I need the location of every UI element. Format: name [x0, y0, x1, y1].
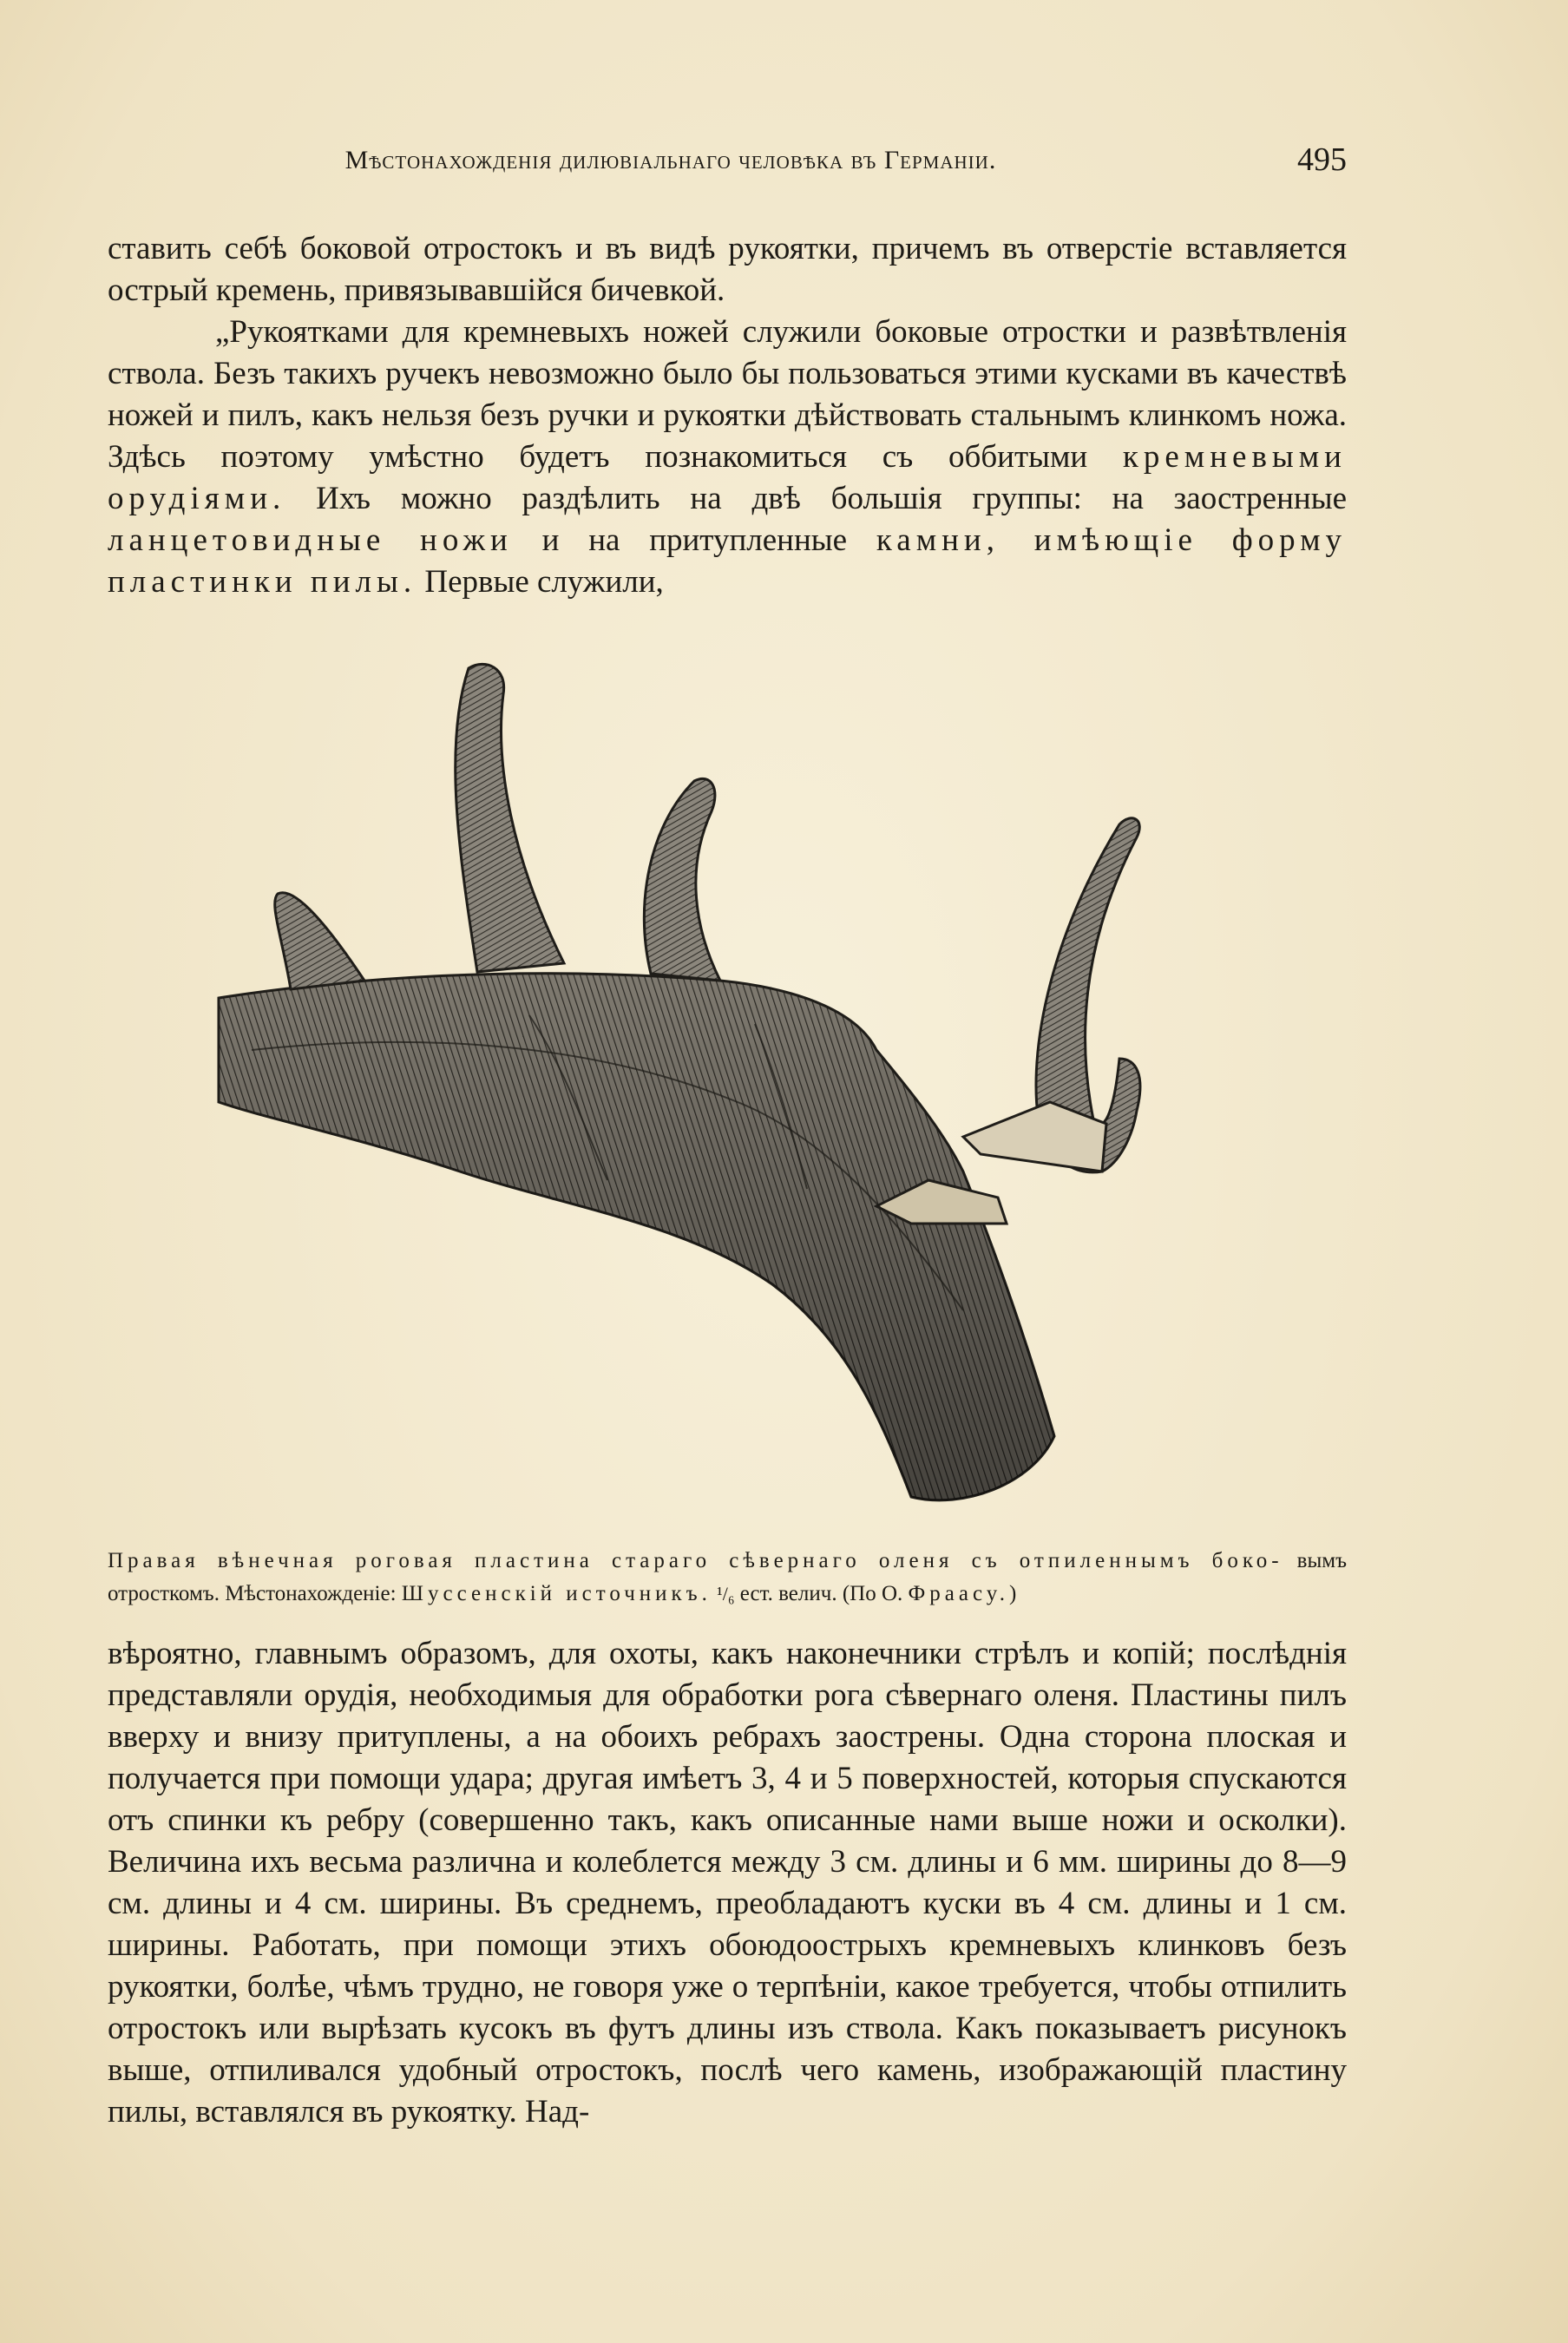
caption-spaced: Шуссенскій источникъ.: [401, 1582, 712, 1605]
spaced-text: кремневыми орудіями.: [108, 439, 1347, 516]
paragraph-quote: [108, 312, 1347, 603]
caption-fraction: ¹/₆: [717, 1583, 735, 1605]
caption-text: ест. велич. (По О.: [739, 1582, 903, 1605]
running-title: Мѣстонахожденія дилювіальнаго человѣка въ Германіи.: [344, 146, 997, 174]
bottom-text: [108, 1633, 1347, 2133]
caption-text: вымъ отросткомъ. Мѣстонахожденіе:: [108, 1549, 1348, 1605]
text-span: Ихъ можно раздѣлить на двѣ большія группы: на заостренные: [316, 481, 1347, 516]
page-number: 495: [1297, 141, 1347, 178]
text-line: вставляется острый кремень, привязывавшійся бичевкой.: [108, 231, 1348, 308]
caption-spaced: Правая вѣнечная роговая пластина стараго сѣвернаго оленя съ отпиленнымъ боко-: [108, 1549, 1283, 1572]
spaced-text: камни, имѣющіе форму пластинки пилы.: [108, 522, 1348, 600]
figure-caption: [108, 1545, 1347, 1611]
antler-engraving-icon: [200, 651, 1267, 1519]
paragraph-body: вѣроятно, главнымъ образомъ, для охоты, какъ наконечники стрѣлъ и копій; послѣднія представляли орудія, необходимыя для обработки рога сѣвернаго оленя. Пластины пилъ вверху и внизу притуплены, а на обоихъ ребрахъ заострены. Одна сторона плоская и получается при помощи удара; другая имѣетъ 3, 4 и 5 поверхностей, которыя спускаются отъ спинки къ ребру (совершенно такъ, какъ описанные нами выше ножи и осколки). Величина ихъ весьма различна и колеблется между 3 см. длины и 6 мм. ширины до 8—9 см. длины и 4 см. ширины. Въ среднемъ, преобладаютъ куски въ 4 см. длины и 1 см. ширины. Работать, при помощи этихъ обоюдоострыхъ кремневыхъ клинковъ безъ рукоятки, болѣе, чѣмъ трудно, не говоря уже о терпѣніи, какое требуется, чтобы отпилить отростокъ или вырѣзать кусокъ въ футъ длины изъ ствола. Какъ показываетъ рисунокъ выше, отпиливался удобный отростокъ, послѣ чего камень, изображающій пластину пилы, вставлялся въ рукоятку. Над-: [108, 1636, 1347, 2130]
antler-figure: [200, 651, 1267, 1519]
top-text: [108, 228, 1347, 603]
spaced-text: ланцетовидные ножи: [108, 522, 513, 558]
text-line: ставить себѣ боковой отростокъ и въ видѣ рукоятки, причемъ въ отверстіе: [108, 231, 1173, 266]
page-header: [108, 141, 1347, 184]
text-span: Первые служили,: [424, 564, 664, 600]
paragraph-continuation: [108, 228, 1347, 312]
text-span: и на притупленные: [541, 522, 848, 558]
caption-spaced: Фраасу.): [908, 1582, 1021, 1605]
text-span: „Рукоятками для кремневыхъ ножей служили боковые отростки и развѣтвленія ствола. Безъ такихъ ручекъ невозможно было бы пользоваться этими кусками въ качествѣ ножей и пилъ, какъ нельзя безъ ручки и рукоятки дѣйствовать стальнымъ клинкомъ ножа. Здѣсь поэтому умѣстно будетъ познакомиться съ оббитыми: [108, 314, 1347, 475]
